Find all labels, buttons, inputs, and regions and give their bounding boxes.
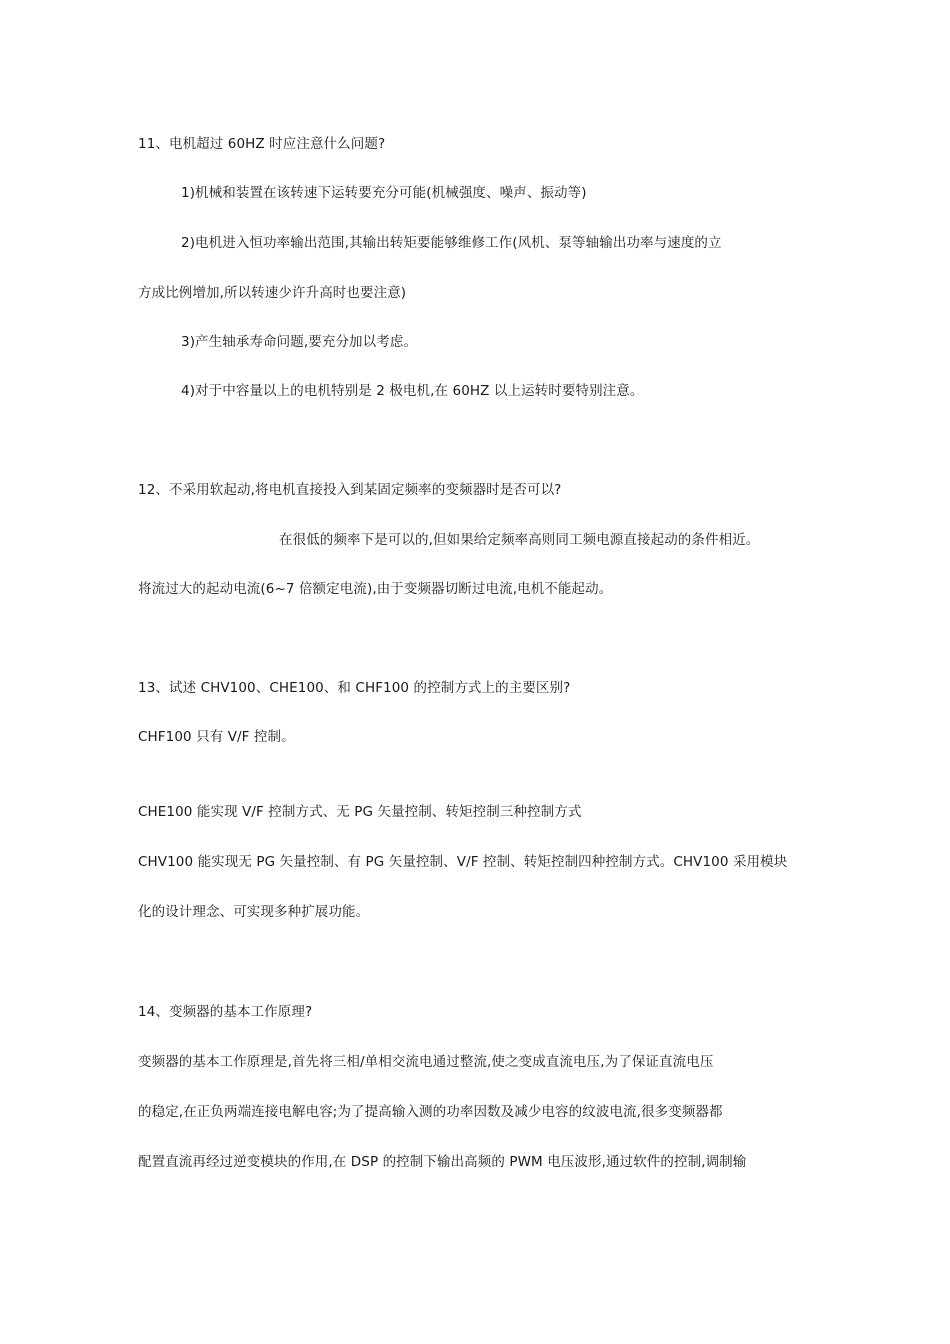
- answer-11-item-4: 4)对于中容量以上的电机特别是 2 极电机,在 60HZ 以上运转时要特别注意。: [181, 383, 644, 399]
- answer-13-chf100: CHF100 只有 V/F 控制。: [138, 729, 295, 745]
- answer-14-line-2: 的稳定,在正负两端连接电解电容;为了提高输入测的功率因数及减少电容的纹波电流,很多变频器都: [138, 1104, 723, 1120]
- answer-13-chv100: CHV100 能实现无 PG 矢量控制、有 PG 矢量控制、V/F 控制、转矩控制四种控制方式。CHV100 采用模块: [138, 854, 788, 870]
- answer-13-che100: CHE100 能实现 V/F 控制方式、无 PG 矢量控制、转矩控制三种控制方式: [138, 804, 582, 820]
- question-11-heading: 11、电机超过 60HZ 时应注意什么问题?: [138, 136, 386, 152]
- answer-11-item-1: 1)机械和装置在该转速下运转要充分可能(机械强度、噪声、振动等): [181, 185, 587, 201]
- question-13-heading: 13、试述 CHV100、CHE100、和 CHF100 的控制方式上的主要区别?: [138, 680, 571, 696]
- question-12-heading: 12、不采用软起动,将电机直接投入到某固定频率的变频器时是否可以?: [138, 482, 562, 498]
- answer-12-line-2: 将流过大的起动电流(6~7 倍额定电流),由于变频器切断过电流,电机不能起动。: [138, 581, 613, 597]
- answer-14-line-3: 配置直流再经过逆变模块的作用,在 DSP 的控制下输出高频的 PWM 电压波形,通过软件的控制,调制输: [138, 1154, 747, 1170]
- answer-13-chv100-continued: 化的设计理念、可实现多种扩展功能。: [138, 904, 370, 920]
- question-14-heading: 14、变频器的基本工作原理?: [138, 1004, 313, 1020]
- answer-12-line-1: 在很低的频率下是可以的,但如果给定频率高则同工频电源直接起动的条件相近。: [279, 532, 760, 548]
- answer-11-item-3: 3)产生轴承寿命问题,要充分加以考虑。: [181, 334, 418, 350]
- answer-14-line-1: 变频器的基本工作原理是,首先将三相/单相交流电通过整流,使之变成直流电压,为了保证直流电压: [138, 1054, 714, 1070]
- answer-11-item-2: 2)电机进入恒功率输出范围,其输出转矩要能够维修工作(风机、泵等轴输出功率与速度的立: [181, 235, 722, 251]
- answer-11-item-2-continued: 方成比例增加,所以转速少许升高时也要注意): [138, 285, 407, 301]
